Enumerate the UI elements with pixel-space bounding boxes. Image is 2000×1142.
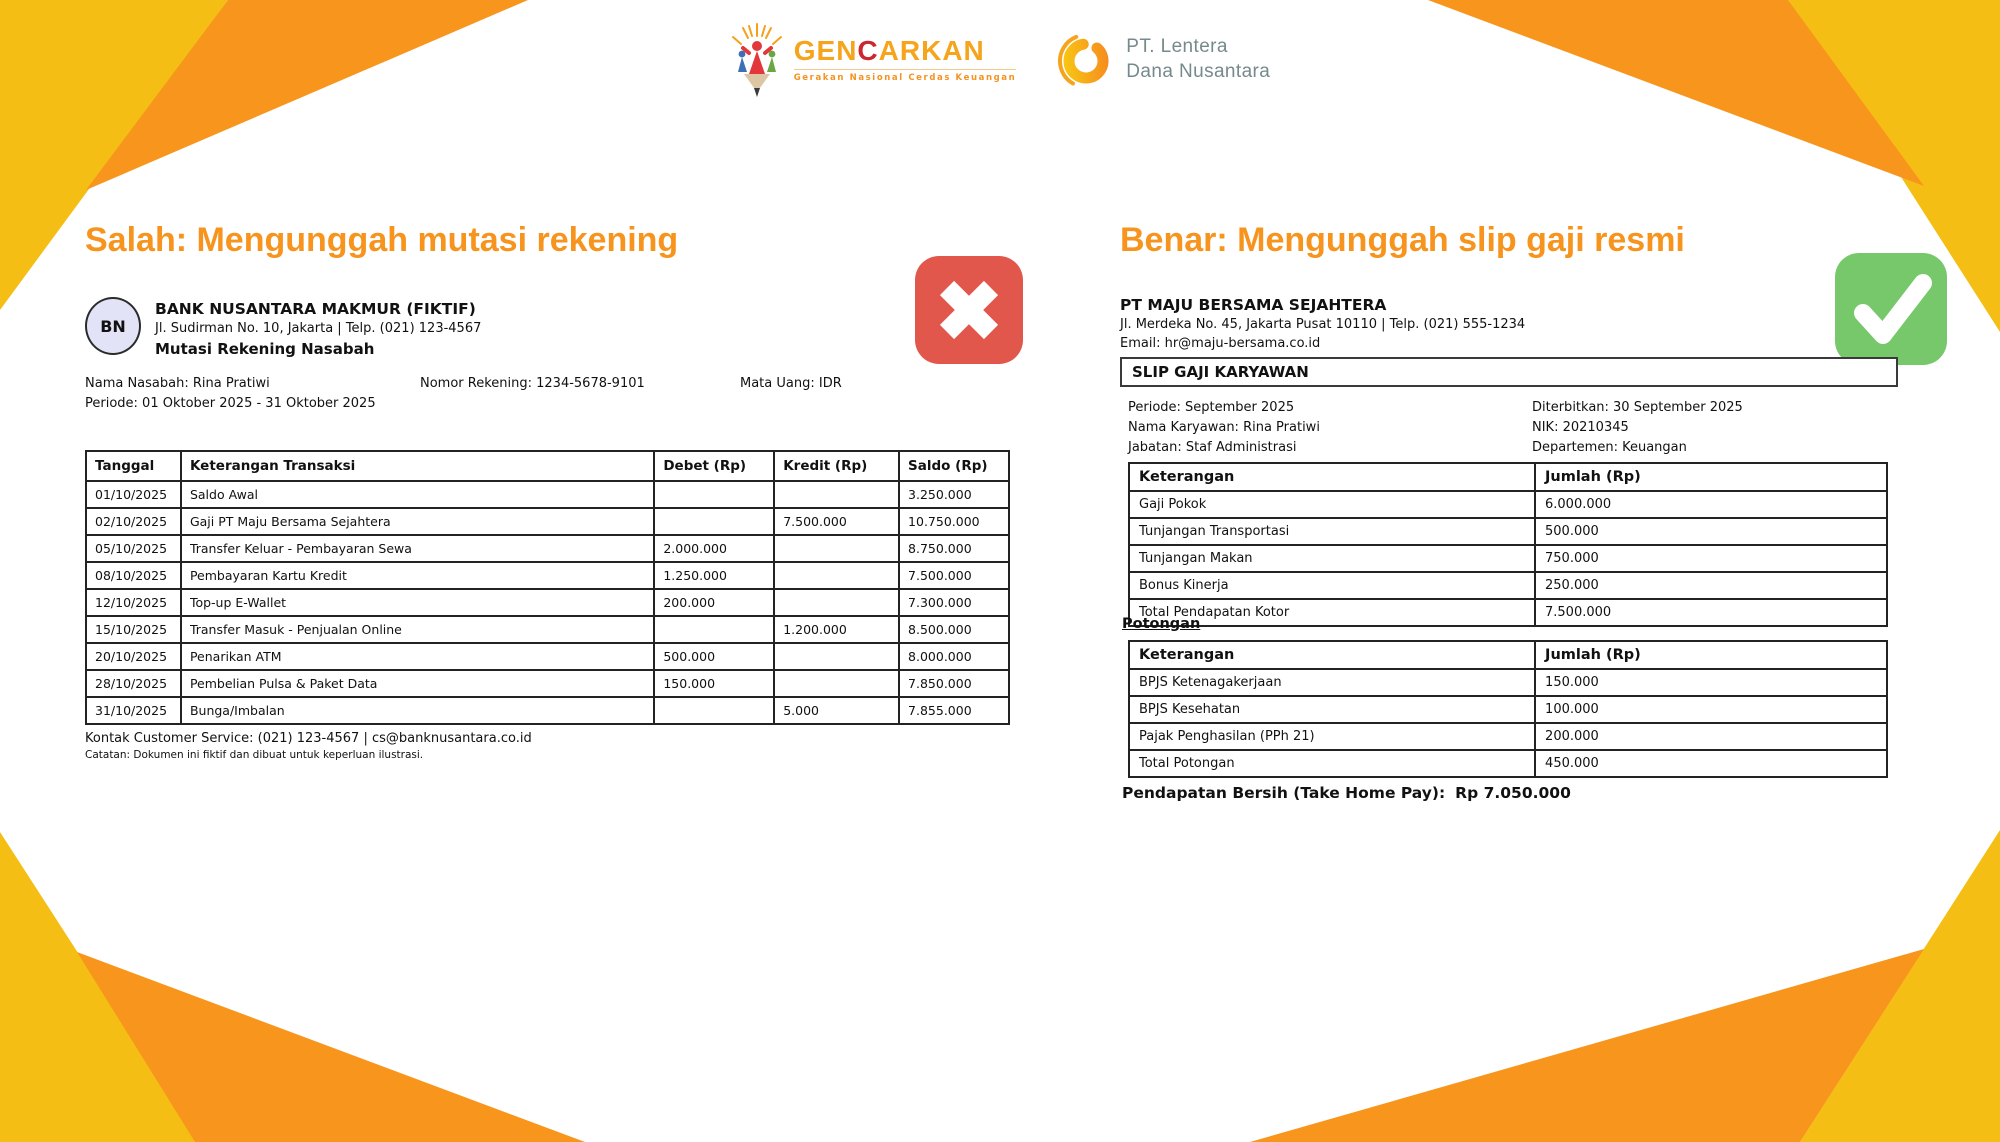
panel-correct-example xyxy=(1120,200,1898,802)
earnings-table-head xyxy=(1129,463,1887,491)
company-email: Email: hr@maju-bersama.co.id xyxy=(1120,335,1321,351)
table-cell: 8.750.000 xyxy=(899,535,1009,562)
table-cell: 500.000 xyxy=(1535,518,1887,545)
table-row xyxy=(1129,750,1887,777)
table-row xyxy=(1129,696,1887,723)
table-cell: 02/10/2025 xyxy=(86,508,181,535)
table-cell: Tunjangan Transportasi xyxy=(1129,518,1535,545)
table-cell xyxy=(774,643,899,670)
lentera-logo xyxy=(1056,29,1270,91)
bank-name: BANK NUSANTARA MAKMUR (FIKTIF) xyxy=(155,300,476,318)
table-cell: 200.000 xyxy=(1535,723,1887,750)
statement-period: Periode: 01 Oktober 2025 - 31 Oktober 2025 xyxy=(85,396,376,411)
deductions-table-head xyxy=(1129,641,1887,669)
transactions-table-head xyxy=(86,451,1009,481)
lentera-line2: Dana Nusantara xyxy=(1126,61,1271,82)
table-row xyxy=(1129,572,1887,599)
table-cell: 500.000 xyxy=(654,643,774,670)
table-cell: 3.250.000 xyxy=(899,481,1009,508)
table-row xyxy=(86,643,1009,670)
table-cell: Penarikan ATM xyxy=(181,643,654,670)
company-address: Jl. Merdeka No. 45, Jakarta Pusat 10110 | Telp. (021) 555-1234 xyxy=(1120,316,1526,332)
table-cell xyxy=(774,670,899,697)
table-cell: Transfer Keluar - Pembayaran Sewa xyxy=(181,535,654,562)
table-cell: 8.000.000 xyxy=(899,643,1009,670)
deductions-label: Potongan xyxy=(1122,616,1201,632)
table-cell: Tunjangan Makan xyxy=(1129,545,1535,572)
gencarkan-part1: GEN xyxy=(793,35,858,66)
table-cell: Gaji PT Maju Bersama Sejahtera xyxy=(181,508,654,535)
table-row xyxy=(86,616,1009,643)
cross-glyph xyxy=(915,256,1023,364)
table-cell xyxy=(654,481,774,508)
table-row xyxy=(1129,545,1887,572)
table-header-cell: Saldo (Rp) xyxy=(899,451,1009,481)
table-cell xyxy=(774,562,899,589)
employee-nik: NIK: 20210345 xyxy=(1532,420,1629,435)
table-row xyxy=(1129,669,1887,696)
currency: Mata Uang: IDR xyxy=(740,376,842,391)
lentera-wordmark xyxy=(1126,35,1270,84)
table-cell xyxy=(654,697,774,724)
table-cell: 08/10/2025 xyxy=(86,562,181,589)
table-cell: Gaji Pokok xyxy=(1129,491,1535,518)
header-logos xyxy=(0,22,2000,98)
table-cell: 7.855.000 xyxy=(899,697,1009,724)
table-cell: 05/10/2025 xyxy=(86,535,181,562)
check-glyph xyxy=(1835,253,1947,365)
table-header-cell: Kredit (Rp) xyxy=(774,451,899,481)
table-cell: 7.500.000 xyxy=(899,562,1009,589)
slip-info-right xyxy=(1532,398,1743,458)
table-cell: 150.000 xyxy=(1535,669,1887,696)
gencarkan-logo xyxy=(730,22,1017,98)
gencarkan-tagline: Gerakan Nasional Cerdas Keuangan xyxy=(794,69,1017,83)
net-pay-label: Pendapatan Bersih (Take Home Pay): xyxy=(1122,784,1446,802)
table-cell: 15/10/2025 xyxy=(86,616,181,643)
earnings-table xyxy=(1128,462,1888,627)
bank-letterhead xyxy=(85,297,481,360)
table-cell xyxy=(774,535,899,562)
table-header-cell: Jumlah (Rp) xyxy=(1535,641,1887,669)
net-pay-line xyxy=(1122,784,1571,802)
table-cell: 750.000 xyxy=(1535,545,1887,572)
customer-service-contact: Kontak Customer Service: (021) 123-4567 | cs@banknusantara.co.id xyxy=(85,731,532,746)
gencarkan-title xyxy=(794,37,1017,65)
table-header-cell: Tanggal xyxy=(86,451,181,481)
statement-footer xyxy=(85,731,532,761)
table-header-cell: Keterangan xyxy=(1129,641,1535,669)
table-row xyxy=(86,589,1009,616)
slip-info-left xyxy=(1128,398,1320,458)
table-cell: 5.000 xyxy=(774,697,899,724)
table-row xyxy=(86,481,1009,508)
wrong-title: Salah: Mengunggah mutasi rekening xyxy=(85,220,679,259)
table-row xyxy=(86,508,1009,535)
table-cell xyxy=(654,508,774,535)
table-row xyxy=(1129,518,1887,545)
table-cell: 20/10/2025 xyxy=(86,643,181,670)
table-cell: 2.000.000 xyxy=(654,535,774,562)
table-row xyxy=(1129,491,1887,518)
table-cell: 6.000.000 xyxy=(1535,491,1887,518)
table-header-cell: Jumlah (Rp) xyxy=(1535,463,1887,491)
table-cell: Saldo Awal xyxy=(181,481,654,508)
table-row xyxy=(86,562,1009,589)
table-cell: 7.500.000 xyxy=(774,508,899,535)
gencarkan-wordmark xyxy=(794,37,1017,83)
table-cell xyxy=(654,616,774,643)
table-header-cell: Debet (Rp) xyxy=(654,451,774,481)
table-header-cell: Keterangan xyxy=(1129,463,1535,491)
table-header-row xyxy=(86,451,1009,481)
fictitious-note: Catatan: Dokumen ini fiktif dan dibuat untuk keperluan ilustrasi. xyxy=(85,749,424,761)
company-letterhead xyxy=(1120,295,1525,354)
panel-wrong-example xyxy=(85,200,1010,761)
table-cell: 31/10/2025 xyxy=(86,697,181,724)
customer-name: Nama Nasabah: Rina Pratiwi xyxy=(85,376,270,391)
table-row xyxy=(86,670,1009,697)
table-cell: Bonus Kinerja xyxy=(1129,572,1535,599)
correct-title: Benar: Mengunggah slip gaji resmi xyxy=(1120,220,1685,259)
table-row xyxy=(86,535,1009,562)
lentera-line1: PT. Lentera xyxy=(1126,36,1228,58)
gencarkan-part2: C xyxy=(857,35,879,66)
table-row xyxy=(1129,599,1887,626)
table-cell: BPJS Ketenagakerjaan xyxy=(1129,669,1535,696)
table-cell: Total Pendapatan Kotor xyxy=(1129,599,1535,626)
table-cell: 100.000 xyxy=(1535,696,1887,723)
table-row xyxy=(1129,723,1887,750)
table-cell: 8.500.000 xyxy=(899,616,1009,643)
table-cell: 28/10/2025 xyxy=(86,670,181,697)
earnings-table-body xyxy=(1129,491,1887,626)
slip-title-box: SLIP GAJI KARYAWAN xyxy=(1120,357,1898,387)
table-cell: Pembayaran Kartu Kredit xyxy=(181,562,654,589)
table-cell: 450.000 xyxy=(1535,750,1887,777)
table-cell: 10.750.000 xyxy=(899,508,1009,535)
table-cell: 7.850.000 xyxy=(899,670,1009,697)
table-cell: Bunga/Imbalan xyxy=(181,697,654,724)
table-cell: 7.300.000 xyxy=(899,589,1009,616)
net-pay-value: Rp 7.050.000 xyxy=(1455,784,1571,802)
table-cell: Top-up E-Wallet xyxy=(181,589,654,616)
issue-date: Diterbitkan: 30 September 2025 xyxy=(1532,400,1743,415)
employee-position: Jabatan: Staf Administrasi xyxy=(1128,440,1297,455)
bank-address: Jl. Sudirman No. 10, Jakarta | Telp. (021) 123-4567 xyxy=(155,320,482,336)
table-cell xyxy=(774,481,899,508)
table-cell: BPJS Kesehatan xyxy=(1129,696,1535,723)
lentera-ring-icon xyxy=(1056,29,1116,91)
table-header-row xyxy=(1129,641,1887,669)
red-cross-icon xyxy=(915,256,1023,364)
department: Departemen: Keuangan xyxy=(1532,440,1687,455)
transactions-table xyxy=(85,450,1010,725)
table-cell: 200.000 xyxy=(654,589,774,616)
employee-name: Nama Karyawan: Rina Pratiwi xyxy=(1128,420,1320,435)
table-cell: Total Potongan xyxy=(1129,750,1535,777)
deductions-table-body xyxy=(1129,669,1887,777)
table-header-cell: Keterangan Transaksi xyxy=(181,451,654,481)
table-cell: 7.500.000 xyxy=(1535,599,1887,626)
table-row xyxy=(86,697,1009,724)
green-check-icon xyxy=(1835,253,1947,365)
table-header-row xyxy=(1129,463,1887,491)
deductions-table xyxy=(1128,640,1888,778)
gencarkan-icon xyxy=(730,22,784,98)
statement-title: Mutasi Rekening Nasabah xyxy=(155,339,375,358)
table-cell: 250.000 xyxy=(1535,572,1887,599)
bank-logo: BN xyxy=(85,297,141,355)
transactions-table-body xyxy=(86,481,1009,724)
table-cell: 01/10/2025 xyxy=(86,481,181,508)
table-cell: 150.000 xyxy=(654,670,774,697)
table-cell: Pembelian Pulsa & Paket Data xyxy=(181,670,654,697)
table-cell: 1.250.000 xyxy=(654,562,774,589)
table-cell xyxy=(774,589,899,616)
table-cell: 12/10/2025 xyxy=(86,589,181,616)
slip-period: Periode: September 2025 xyxy=(1128,400,1295,415)
table-cell: Transfer Masuk - Penjualan Online xyxy=(181,616,654,643)
table-cell: 1.200.000 xyxy=(774,616,899,643)
account-number: Nomor Rekening: 1234-5678-9101 xyxy=(420,376,645,391)
bank-lines xyxy=(155,297,481,360)
company-name: PT MAJU BERSAMA SEJAHTERA xyxy=(1120,296,1387,314)
table-cell: Pajak Penghasilan (PPh 21) xyxy=(1129,723,1535,750)
gencarkan-part3: ARKAN xyxy=(878,35,985,66)
